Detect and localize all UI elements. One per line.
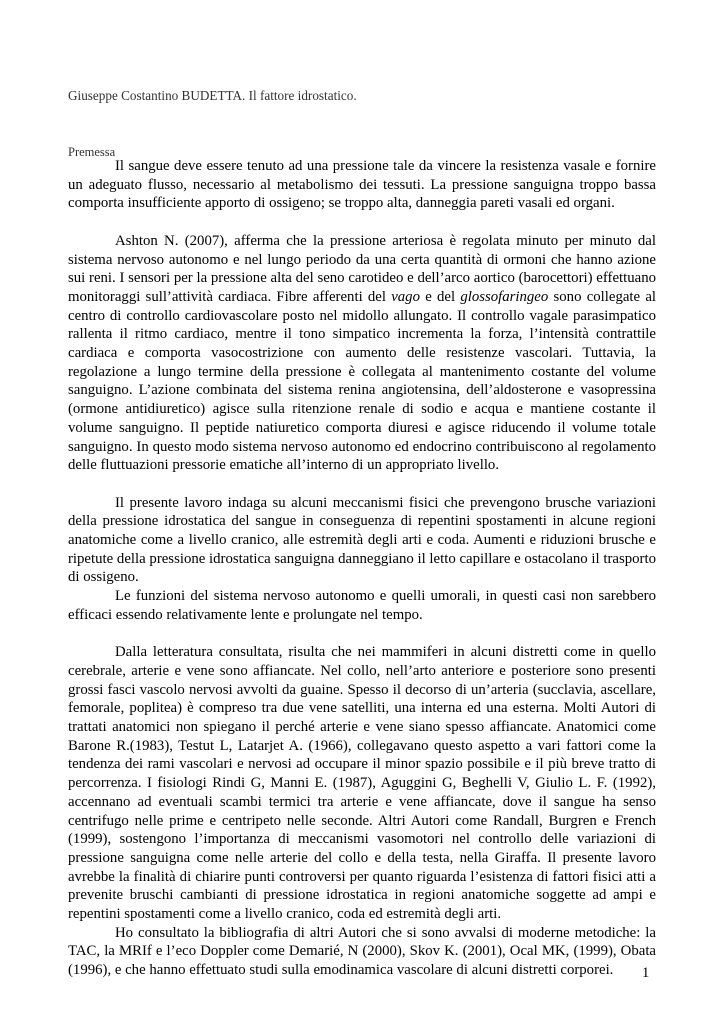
- term-glossofaringeo: glossofaringeo: [460, 288, 549, 305]
- paragraph-2: [68, 232, 656, 475]
- paragraph-1: Il sangue deve essere tenuto ad una pressione tale da vincere la resistenza vasale e fornire un adeguato flusso, necessario al metabolismo dei tessuti. La pressione sanguigna troppo bassa comporta insufficiente apporto di ossigeno; se troppo alta, danneggia pareti vasali ed organi.: [68, 158, 656, 212]
- paragraph-2-text-c: sono collegate al centro di controllo cardiovascolare posto nel midollo allungato. Il controllo vagale parasimpatico rallenta il ritmo cardiaco, mentre il tono simpatico incrementa la forza, l’intensità contrattile cardiaca e comporta vasocostrizione con aumento delle resistenze vascolari. Tuttavia, la regolazione a lungo termine della pressione è collegata al mantenimento costante del volume sanguigno. L’azione combinata del sistema renina angiotensina, dell’aldosterone e vasopressina (ormone antidiuretico) agisce sulla ritenzione renale di sodio e acqua e mantiene costante il volume sanguigno. Il peptide natiuretico comporta diuresi e agisce riducendo il volume totale sanguigno. In questo modo sistema nervoso autonomo ed endocrino contribuiscono al regolamento delle fluttuazioni pressorie ematiche all’interno di un appropriato livello.: [68, 288, 656, 474]
- paragraph-2-text-b: e del: [419, 288, 461, 305]
- paragraph-6: Ho consultato la bibliografia di altri Autori che si sono avvalsi di moderne metodiche: la TAC, la MRIf e l’eco Doppler come Demarié, N (2000), Skov K. (2001), Ocal MK, (1999), Obata (1996), e che hanno effettuato studi sulla emodinamica vascolare di alcuni distretti corporei.: [68, 924, 656, 979]
- term-vago: vago: [391, 288, 420, 305]
- paragraph-3: Il presente lavoro indaga su alcuni meccanismi fisici che prevengono brusche variazioni della pressione idrostatica del sangue in conseguenza di repentini spostamenti in alcune regioni anatomiche come a livello cranico, alle estremità degli arti e coda. Aumenti e riduzioni brusche e ripetute della pressione idrostatica sanguigna danneggiano il letto capillare e ostacolano il trasporto di ossigeno.: [68, 494, 656, 586]
- paragraph-2-text-a: Ashton N. (2007), afferma che la pressione arteriosa è regolata minuto per minuto dal sistema nervoso autonomo e nel lungo periodo da una certa quantità di ormoni che hanno azione sui reni. I sensori per la pressione alta del seno carotideo e dell’arco aortico (barocettori) effettuano monitoraggi sull’attività cardiaca. Fibre afferenti del: [68, 232, 656, 305]
- document-header: Giuseppe Costantino BUDETTA. Il fattore idrostatico.: [68, 88, 357, 103]
- section-title: Premessa: [68, 145, 116, 159]
- document-body: [68, 157, 656, 980]
- page-number: 1: [642, 965, 650, 981]
- paragraph-4: Le funzioni del sistema nervoso autonomo e quelli umorali, in questi casi non sarebbero efficaci essendo relativamente lente e prolungate nel tempo.: [68, 588, 656, 623]
- paragraph-5: Dalla letteratura consultata, risulta che nei mammiferi in alcuni distretti come in quello cerebrale, arterie e vene sono affiancate. Nel collo, nell’arto anteriore e posteriore sono presenti grossi fasci vascolo nervosi avvolti da guaine. Spesso il decorso di un’arteria (succlavia, ascellare, femorale, poplitea) è compreso tra due vene satelliti, una interna ed una esterna. Molti Autori di trattati anatomici non spiegano il perché arterie e vene siano spesso affiancate. Anatomici come Barone R.(1983), Testut L, Latarjet A. (1966), collegavano questo aspetto a vari fattori come la tendenza dei rami vascolari e nervosi ad occupare il minor spazio possibile e il più breve tratto di percorrenza. I fisiologi Rindi G, Manni E. (1987), Aguggini G, Beghelli V, Giulio L. F. (1992), accennano ad eventuali scambi termici tra arterie e vene affiancate, dove il sangue ha senso centrifugo nelle prime e centripeto nelle seconde. Altri Autori come Randall, Burgren e French (1999), sostengono l’importanza di meccanismi vasomotori nel controllo delle variazioni di pressione sanguigna come nelle arterie del collo e della testa, nella Giraffa. Il presente lavoro avrebbe la finalità di chiarire punti controversi per quanto riguarda l’esistenza di fattori fisici atti a prevenite bruschi cambianti di pressione idrostatica in regioni anatomiche soggette ad ampi e repentini spostamenti come a livello cranico, coda ed estremità degli arti.: [68, 644, 656, 923]
